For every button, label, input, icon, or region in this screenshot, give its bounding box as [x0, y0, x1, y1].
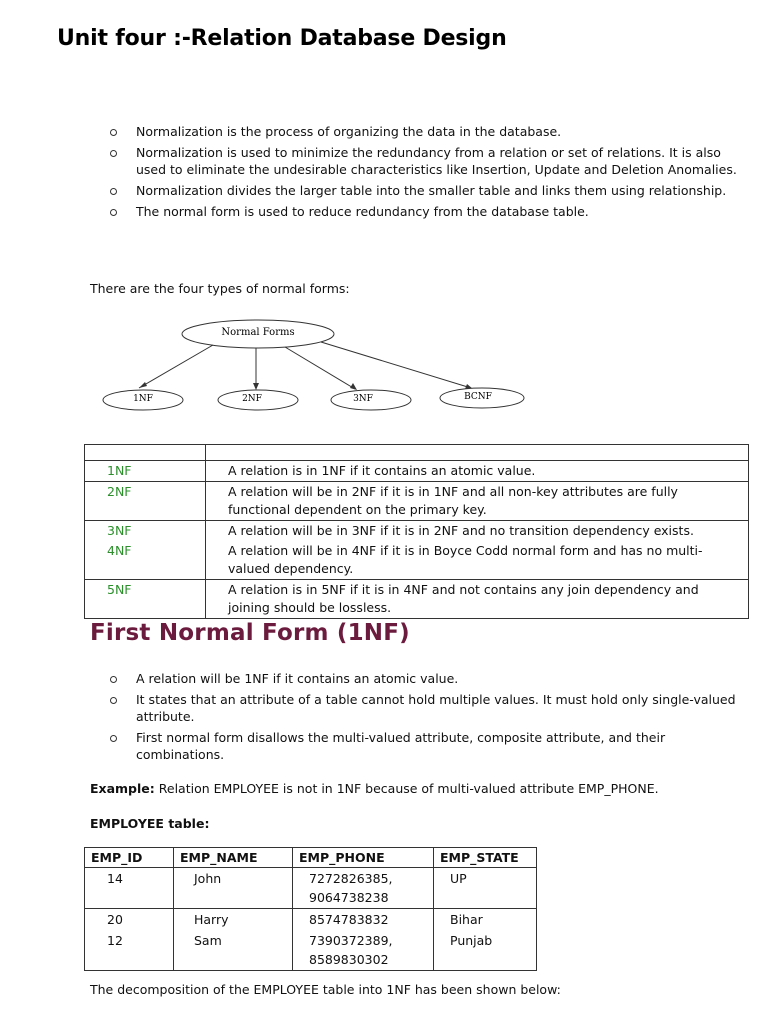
- list-item: The normal form is used to reduce redundancy from the database table.: [110, 203, 750, 220]
- example-text: [90, 780, 659, 797]
- table-cell: 8574783832: [293, 909, 434, 931]
- normal-form-description: A relation will be in 4NF if it is in Boyce Codd normal form and has no multi-valued dependency.: [206, 541, 749, 580]
- bullet-circle-icon: [110, 188, 117, 195]
- table-cell: Bihar: [434, 909, 537, 931]
- column-header: EMP_ID: [85, 848, 174, 868]
- types-intro-text: There are the four types of normal forms:: [90, 281, 350, 296]
- table-cell: Punjab: [434, 930, 537, 971]
- normal-forms-diagram: [95, 315, 535, 415]
- normal-form-name: 5NF: [85, 580, 206, 619]
- normal-form-description: A relation will be in 3NF if it is in 2NF and no transition dependency exists.: [206, 521, 749, 542]
- table-header-row: [85, 848, 537, 868]
- table-row: [85, 521, 749, 542]
- column-header: EMP_PHONE: [293, 848, 434, 868]
- diagram-node-label: 2NF: [242, 394, 262, 404]
- normal-forms-table: [84, 444, 749, 619]
- diagram-root-label: Normal Forms: [221, 327, 295, 338]
- normal-form-description: A relation is in 1NF if it contains an atomic value.: [206, 461, 749, 482]
- section-heading: First Normal Form (1NF): [90, 620, 410, 646]
- table-cell: [85, 445, 206, 461]
- table-row: [85, 930, 537, 971]
- list-item: A relation will be 1NF if it contains an atomic value.: [110, 670, 750, 687]
- table-cell: Harry: [174, 909, 293, 931]
- list-item: It states that an attribute of a table cannot hold multiple values. It must hold only single-valued attribute.: [110, 691, 750, 725]
- bullet-circle-icon: [110, 129, 117, 136]
- bullet-circle-icon: [110, 150, 117, 157]
- table-row: [85, 541, 749, 580]
- table-header-row: [85, 445, 749, 461]
- list-item: Normalization is used to minimize the redundancy from a relation or set of relations. It is also used to eliminate the undesirable characteristics like Insertion, Update and Deletion Anomalies.: [110, 144, 750, 178]
- normal-form-description: A relation is in 5NF if it is in 4NF and not contains any join dependency and joining should be lossless.: [206, 580, 749, 619]
- table-cell: 14: [85, 868, 174, 909]
- first-nf-bullet-list: [110, 670, 750, 767]
- bullet-circle-icon: [110, 735, 117, 742]
- list-item: Normalization divides the larger table into the smaller table and links them using relationship.: [110, 182, 750, 199]
- diagram-node-label: 3NF: [353, 394, 373, 404]
- table-cell: 20: [85, 909, 174, 931]
- decomposition-text: The decomposition of the EMPLOYEE table into 1NF has been shown below:: [90, 982, 561, 997]
- diagram-node-label: 1NF: [133, 394, 153, 404]
- intro-bullet-list: [110, 123, 750, 224]
- table-cell: 7272826385, 9064738238: [293, 868, 434, 909]
- table-cell: John: [174, 868, 293, 909]
- bullet-circle-icon: [110, 676, 117, 683]
- normal-form-name: 3NF: [85, 521, 206, 542]
- table-cell: 12: [85, 930, 174, 971]
- column-header: EMP_NAME: [174, 848, 293, 868]
- employee-table-label: EMPLOYEE table:: [90, 816, 210, 831]
- table-row: [85, 461, 749, 482]
- table-row: [85, 909, 537, 931]
- example-label: Example:: [90, 781, 155, 796]
- employee-table: [84, 847, 537, 971]
- list-item: Normalization is the process of organizing the data in the database.: [110, 123, 750, 140]
- table-cell: UP: [434, 868, 537, 909]
- table-row: [85, 482, 749, 521]
- diagram-node-label: BCNF: [464, 392, 492, 402]
- page-title: Unit four :-Relation Database Design: [57, 26, 507, 51]
- table-row: [85, 580, 749, 619]
- normal-form-name: 2NF: [85, 482, 206, 521]
- bullet-circle-icon: [110, 209, 117, 216]
- list-item: First normal form disallows the multi-valued attribute, composite attribute, and their combinations.: [110, 729, 750, 763]
- normal-form-name: 1NF: [85, 461, 206, 482]
- table-cell: 7390372389, 8589830302: [293, 930, 434, 971]
- table-cell: [206, 445, 749, 461]
- table-cell: Sam: [174, 930, 293, 971]
- normal-form-name: 4NF: [85, 541, 206, 580]
- example-body: Relation EMPLOYEE is not in 1NF because of multi-valued attribute EMP_PHONE.: [154, 781, 659, 796]
- table-row: [85, 868, 537, 909]
- bullet-circle-icon: [110, 697, 117, 704]
- normal-form-description: A relation will be in 2NF if it is in 1NF and all non-key attributes are fully functional dependent on the primary key.: [206, 482, 749, 521]
- column-header: EMP_STATE: [434, 848, 537, 868]
